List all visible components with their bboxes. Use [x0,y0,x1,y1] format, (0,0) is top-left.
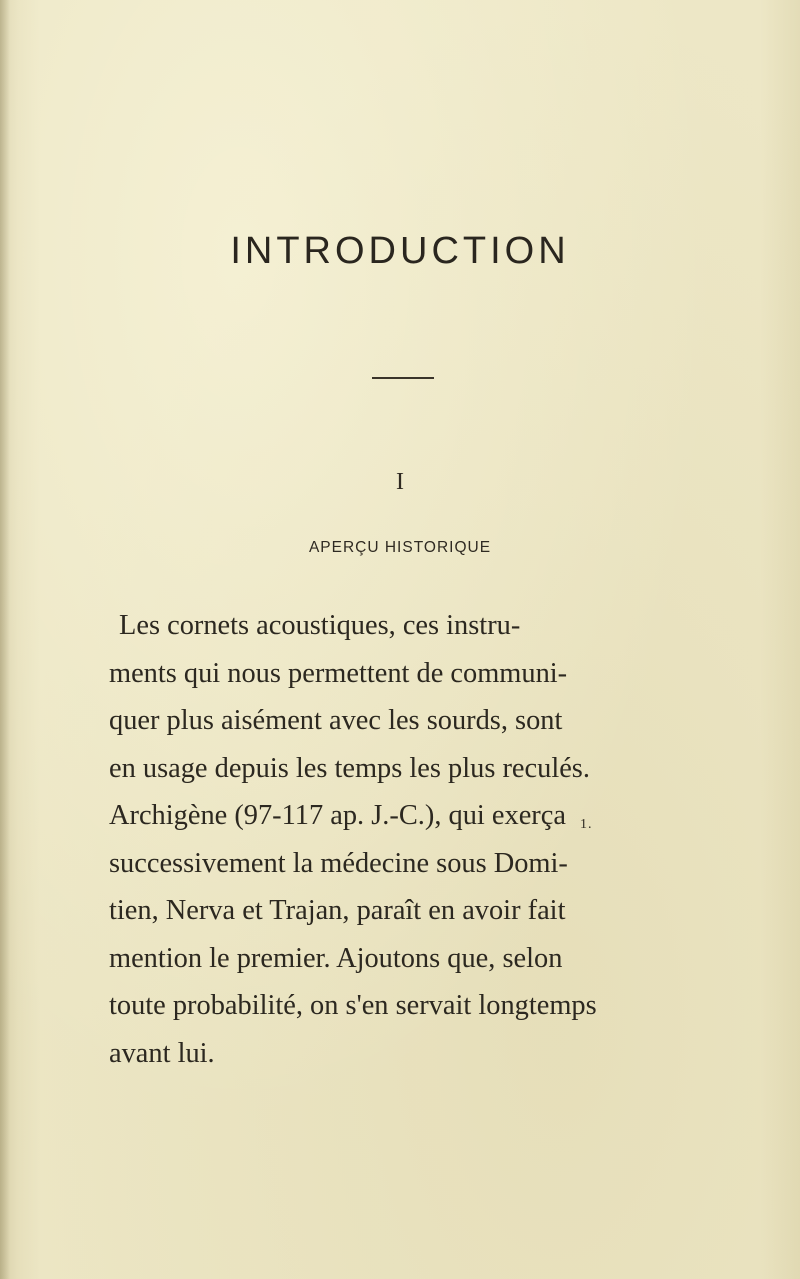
title-divider [372,377,434,379]
page-title: INTRODUCTION [230,230,570,272]
body-paragraph [109,602,699,1077]
paragraph-line: quer plus aisément avec les sourds, sont [109,705,563,736]
paragraph-line: mention le premier. Ajoutons que, selon [109,942,563,974]
paragraph-line: toute probabilité, on s'en servait longtemps [109,990,597,1021]
section-number: I [396,469,404,495]
paragraph-line: Archigène (97-117 ap. J.-C.), qui exerça [109,800,566,831]
paragraph-line: Les cornets acoustiques, ces instru- [119,610,521,641]
signature-mark: 1. [580,817,593,832]
paragraph-line: tien, Nerva et Trajan, paraît en avoir fait [109,895,566,926]
paragraph-line: successivement la médecine sous Domi- [109,847,568,879]
paragraph-line: en usage depuis les temps les plus reculés. [109,752,590,784]
paragraph-line: ments qui nous permettent de communi- [109,657,568,689]
page-edge-shadow [0,0,10,1279]
section-heading: APERÇU HISTORIQUE [308,539,492,556]
paragraph-line: avant lui. [109,1037,215,1069]
